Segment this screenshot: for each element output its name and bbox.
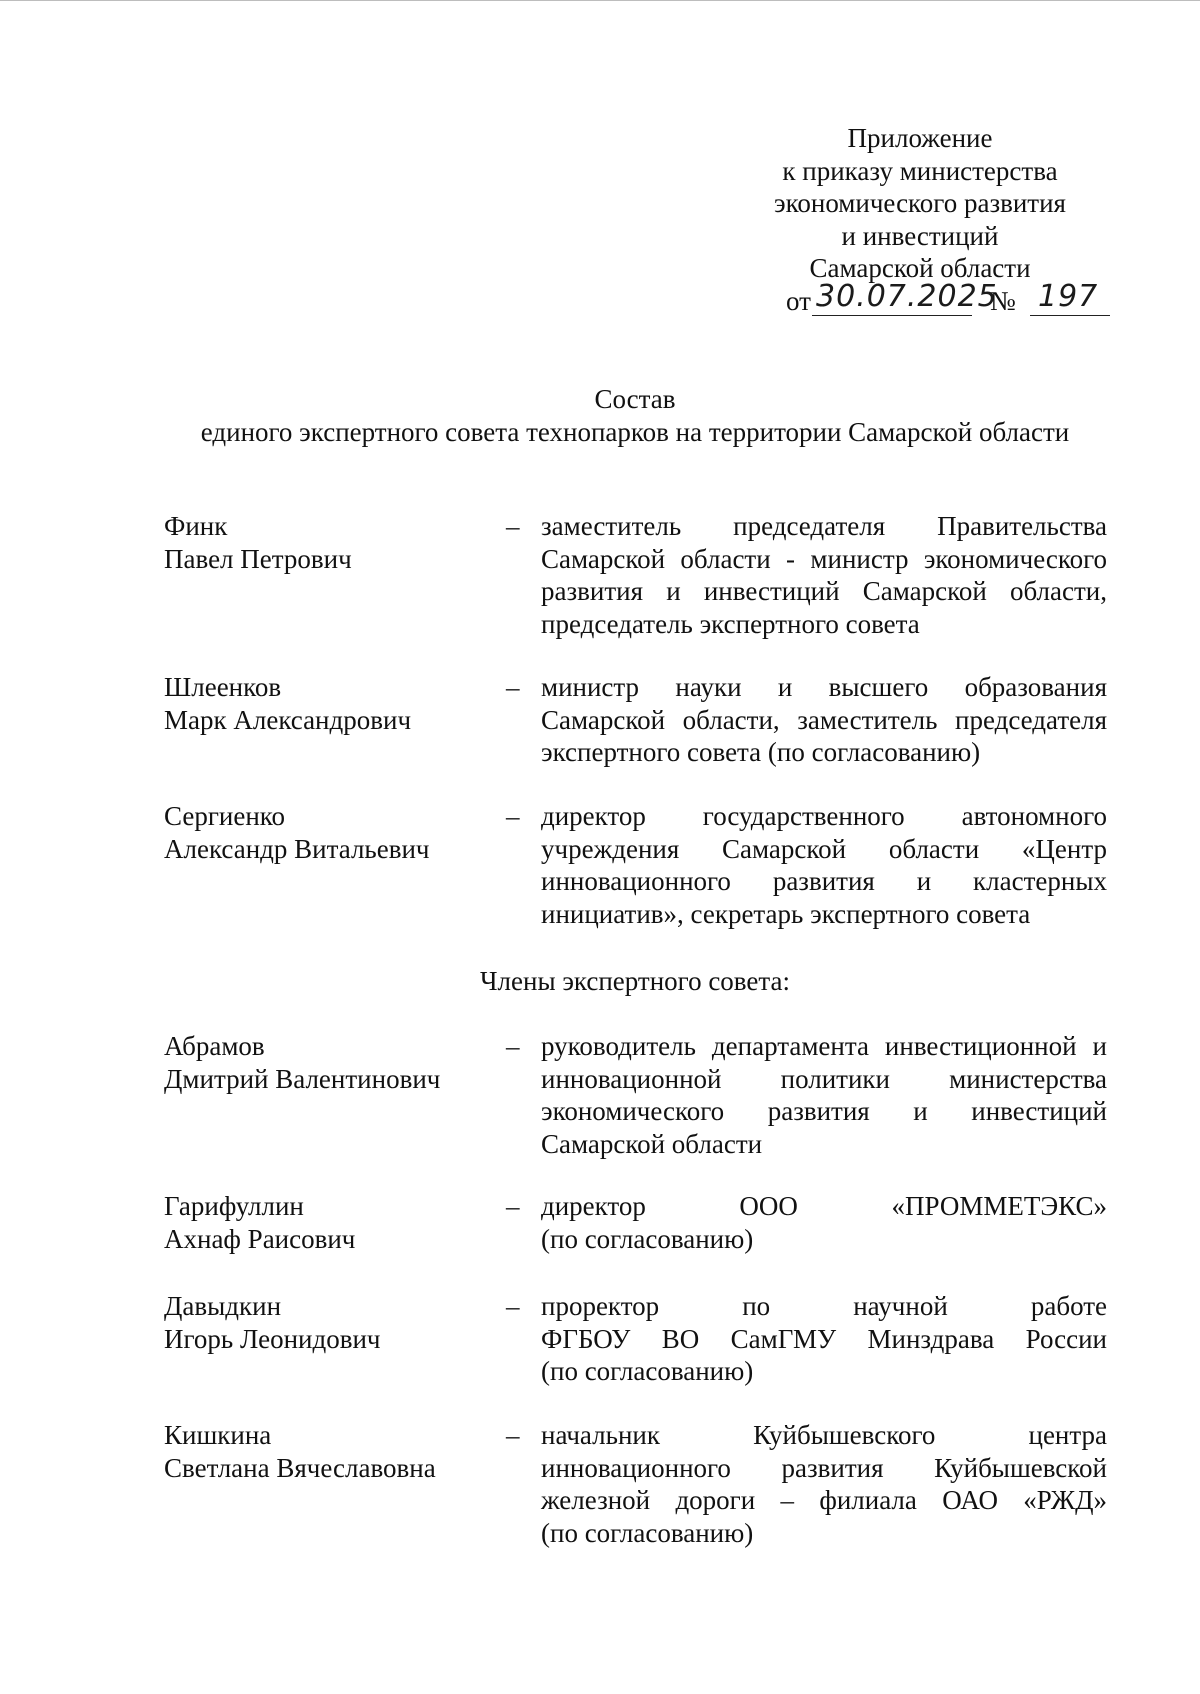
dash-separator: –: [506, 1191, 520, 1221]
position-line: проректор по научной работе: [541, 1291, 1107, 1321]
dash-separator: –: [506, 1031, 520, 1061]
position-line: ФГБОУ ВО СамГМУ Минздрава России: [541, 1323, 1107, 1354]
member-name: [164, 510, 484, 575]
position-line: (по согласованию): [541, 1517, 754, 1548]
order-date-number: [720, 278, 1120, 319]
member-surname: Давыдкин: [164, 1291, 282, 1321]
member-given-names: Светлана Вячеславовна: [164, 1452, 436, 1483]
title-line-1: Состав: [594, 384, 676, 414]
member-name: [164, 1190, 484, 1255]
document-title: [0, 383, 1200, 449]
member-position: [541, 800, 1107, 930]
position-line: руководитель департамента инвестиционной и: [541, 1031, 1107, 1061]
position-line: экономического развития и инвестиций: [541, 1096, 1107, 1126]
members-heading: Члены экспертного совета:: [479, 966, 790, 996]
member-name: [164, 1419, 484, 1484]
member-given-names: Марк Александрович: [164, 704, 412, 735]
member-name: [164, 671, 484, 736]
member-given-names: Ахнаф Раисович: [164, 1223, 356, 1254]
dash-separator: –: [506, 511, 520, 541]
position-line: (по согласованию): [541, 1356, 754, 1386]
date-prefix: от: [786, 285, 811, 316]
position-line: инновационной политики министерства: [541, 1063, 1107, 1094]
member-surname: Гарифуллин: [164, 1191, 304, 1221]
member-surname: Финк: [164, 511, 228, 541]
position-line: начальник Куйбышевского центра: [541, 1420, 1107, 1450]
appendix-header: [720, 122, 1120, 319]
member-position: [541, 671, 1107, 769]
member-position: [541, 510, 1107, 640]
position-line: железной дороги – филиала ОАО «РЖД»: [541, 1485, 1107, 1515]
dash-separator: –: [506, 672, 520, 702]
position-line: председатель экспертного совета: [541, 608, 920, 639]
member-name: [164, 800, 484, 865]
member-given-names: Александр Витальевич: [164, 833, 430, 864]
member-position: [541, 1190, 1107, 1255]
member-position: [541, 1290, 1107, 1388]
page-top-border: [0, 0, 1200, 1]
handwritten-date: 30.07.2025: [816, 278, 998, 314]
position-line: инновационного развития и кластерных: [541, 866, 1107, 896]
position-line: (по согласованию): [541, 1223, 754, 1254]
member-given-names: Павел Петрович: [164, 543, 352, 574]
position-line: Самарской области - министр экономического: [541, 543, 1107, 574]
position-line: директор ООО «ПРОММЕТЭКС»: [541, 1191, 1107, 1221]
date-underline: [812, 315, 972, 316]
appendix-line: Самарской области: [809, 253, 1031, 283]
appendix-line: к приказу министерства: [782, 155, 1058, 186]
position-line: директор государственного автономного: [541, 801, 1107, 831]
member-surname: Шлеенков: [164, 672, 282, 702]
number-underline: [1030, 315, 1110, 316]
member-position: [541, 1419, 1107, 1549]
member-surname: Кишкина: [164, 1420, 272, 1450]
member-position: [541, 1030, 1107, 1160]
position-line: развития и инвестиций Самарской области,: [541, 576, 1107, 606]
position-line: учреждения Самарской области «Центр: [541, 833, 1107, 864]
position-line: Самарской области: [541, 1128, 763, 1159]
dash-separator: –: [506, 1291, 520, 1321]
position-line: Самарской области, заместитель председателя: [541, 704, 1107, 735]
member-name: [164, 1030, 484, 1095]
member-given-names: Дмитрий Валентинович: [164, 1063, 441, 1094]
appendix-line: экономического развития: [774, 188, 1066, 218]
dash-separator: –: [506, 1420, 520, 1450]
position-line: инновационного развития Куйбышевской: [541, 1452, 1107, 1483]
position-line: экспертного совета (по согласованию): [541, 737, 981, 767]
member-surname: Абрамов: [164, 1031, 265, 1061]
member-surname: Сергиенко: [164, 801, 286, 831]
member-given-names: Игорь Леонидович: [164, 1323, 381, 1354]
title-line-2: единого экспертного совета технопарков на территории Самарской области: [200, 417, 1070, 447]
member-name: [164, 1290, 484, 1355]
number-prefix: №: [990, 285, 1016, 316]
appendix-line: и инвестиций: [841, 220, 999, 251]
dash-separator: –: [506, 801, 520, 831]
appendix-line: Приложение: [847, 123, 993, 153]
position-line: заместитель председателя Правительства: [541, 511, 1107, 541]
position-line: министр науки и высшего образования: [541, 672, 1107, 702]
position-line: инициатив», секретарь экспертного совета: [541, 898, 1031, 929]
handwritten-number: 197: [1038, 278, 1099, 314]
